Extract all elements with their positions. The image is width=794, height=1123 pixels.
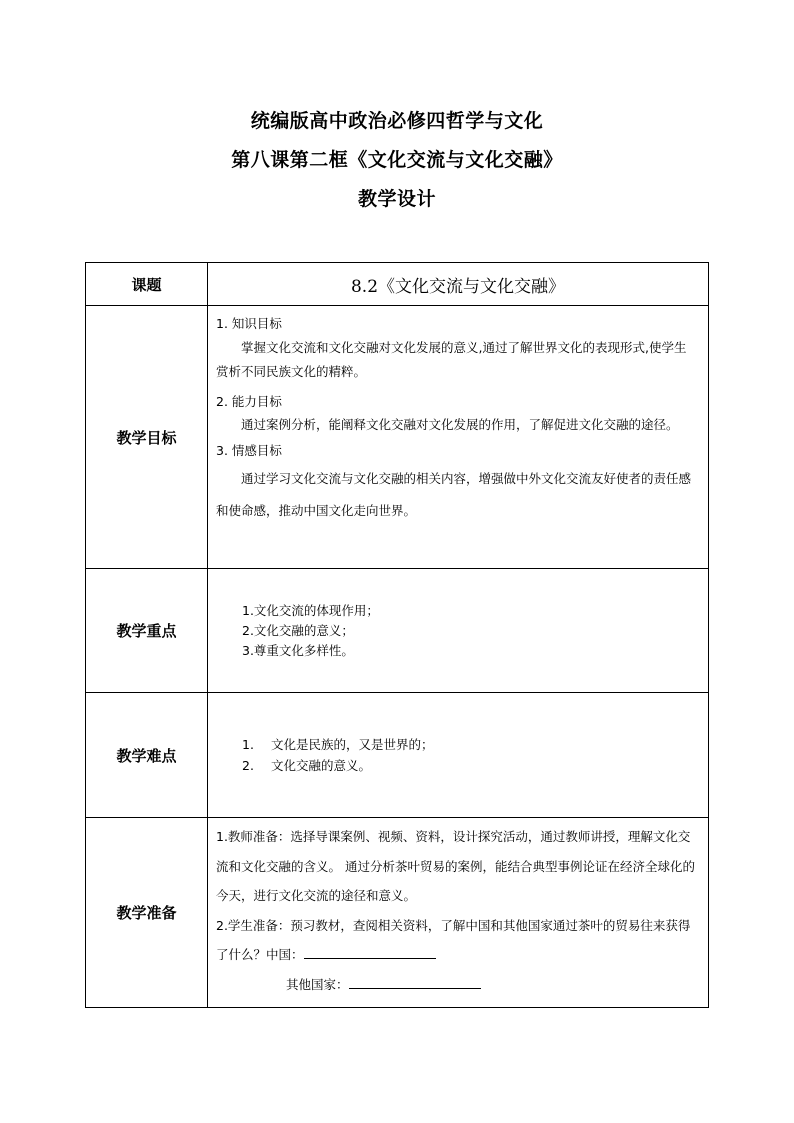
key-points-label: 教学重点 <box>86 569 208 693</box>
emotion-heading: 3. 情感目标 <box>216 443 282 458</box>
topic-value: 8.2《文化交流与文化交融》 <box>208 263 709 306</box>
difficulty-number: 2. <box>242 758 254 773</box>
objectives-row <box>86 306 709 569</box>
emotion-text: 通过学习文化交流与文化交融的相关内容，增强做中外文化交流友好使者的责任感和使命感，推动中国文化走向世界。 <box>216 471 692 518</box>
ability-text: 通过案例分析，能阐释文化交融对文化发展的作用，了解促进文化交融的途径。 <box>241 417 679 432</box>
key-point-item: 3.尊重文化多样性。 <box>242 642 354 658</box>
difficulties-list <box>208 734 708 776</box>
title-line-1: 统编版高中政治必修四哲学与文化 <box>250 110 544 132</box>
difficulties-label: 教学难点 <box>86 693 208 818</box>
china-answer-blank[interactable] <box>304 944 436 959</box>
difficulty-item <box>242 734 708 755</box>
topic-label: 课题 <box>86 263 208 306</box>
lesson-plan-table <box>85 262 709 1008</box>
other-countries-label: 其他国家： <box>286 976 349 992</box>
preparation-label: 教学准备 <box>86 818 208 1008</box>
knowledge-heading: 1. 知识目标 <box>216 316 282 331</box>
key-points-list <box>208 601 708 661</box>
preparation-row <box>86 818 709 1008</box>
key-points-cell <box>208 569 709 693</box>
difficulty-text: 文化是民族的，又是世界的； <box>271 737 434 752</box>
key-points-row <box>86 569 709 693</box>
topic-row <box>86 263 709 306</box>
objectives-label: 教学目标 <box>86 306 208 569</box>
ability-heading: 2. 能力目标 <box>216 394 282 409</box>
knowledge-text: 掌握文化交流和文化交融对文化发展的意义,通过了解世界文化的表现形式,使学生赏析不同民族文化的精粹。 <box>216 340 687 379</box>
key-point-item: 2.文化交融的意义； <box>242 622 354 638</box>
preparation-cell <box>208 818 709 1008</box>
student-preparation-text: 2.学生准备：预习教材，查阅相关资料，了解中国和其他国家通过茶叶的贸易往来获得了什么？中国： <box>216 917 691 962</box>
objectives-cell <box>208 306 709 569</box>
difficulties-cell <box>208 693 709 818</box>
student-preparation <box>216 911 698 970</box>
other-countries-answer-blank[interactable] <box>349 974 481 989</box>
teacher-preparation: 1.教师准备：选择导课案例、视频、资料，设计探究活动，通过教师讲授，理解文化交流和文化交融的含义。 通过分析茶叶贸易的案例，能结合典型事例论证在经济全球化的今天，进行文化交流的途径和意义。 <box>216 829 695 903</box>
document-header <box>0 102 794 219</box>
other-countries-line <box>216 970 698 1000</box>
difficulty-text: 文化交融的意义。 <box>271 758 372 773</box>
key-point-item: 1.文化交流的体现作用； <box>242 602 379 618</box>
difficulty-item <box>242 755 708 776</box>
difficulties-row <box>86 693 709 818</box>
difficulty-number: 1. <box>242 737 254 752</box>
title-line-3: 教学设计 <box>357 188 436 210</box>
title-line-2: 第八课第二框《文化交流与文化交融》 <box>231 149 563 171</box>
